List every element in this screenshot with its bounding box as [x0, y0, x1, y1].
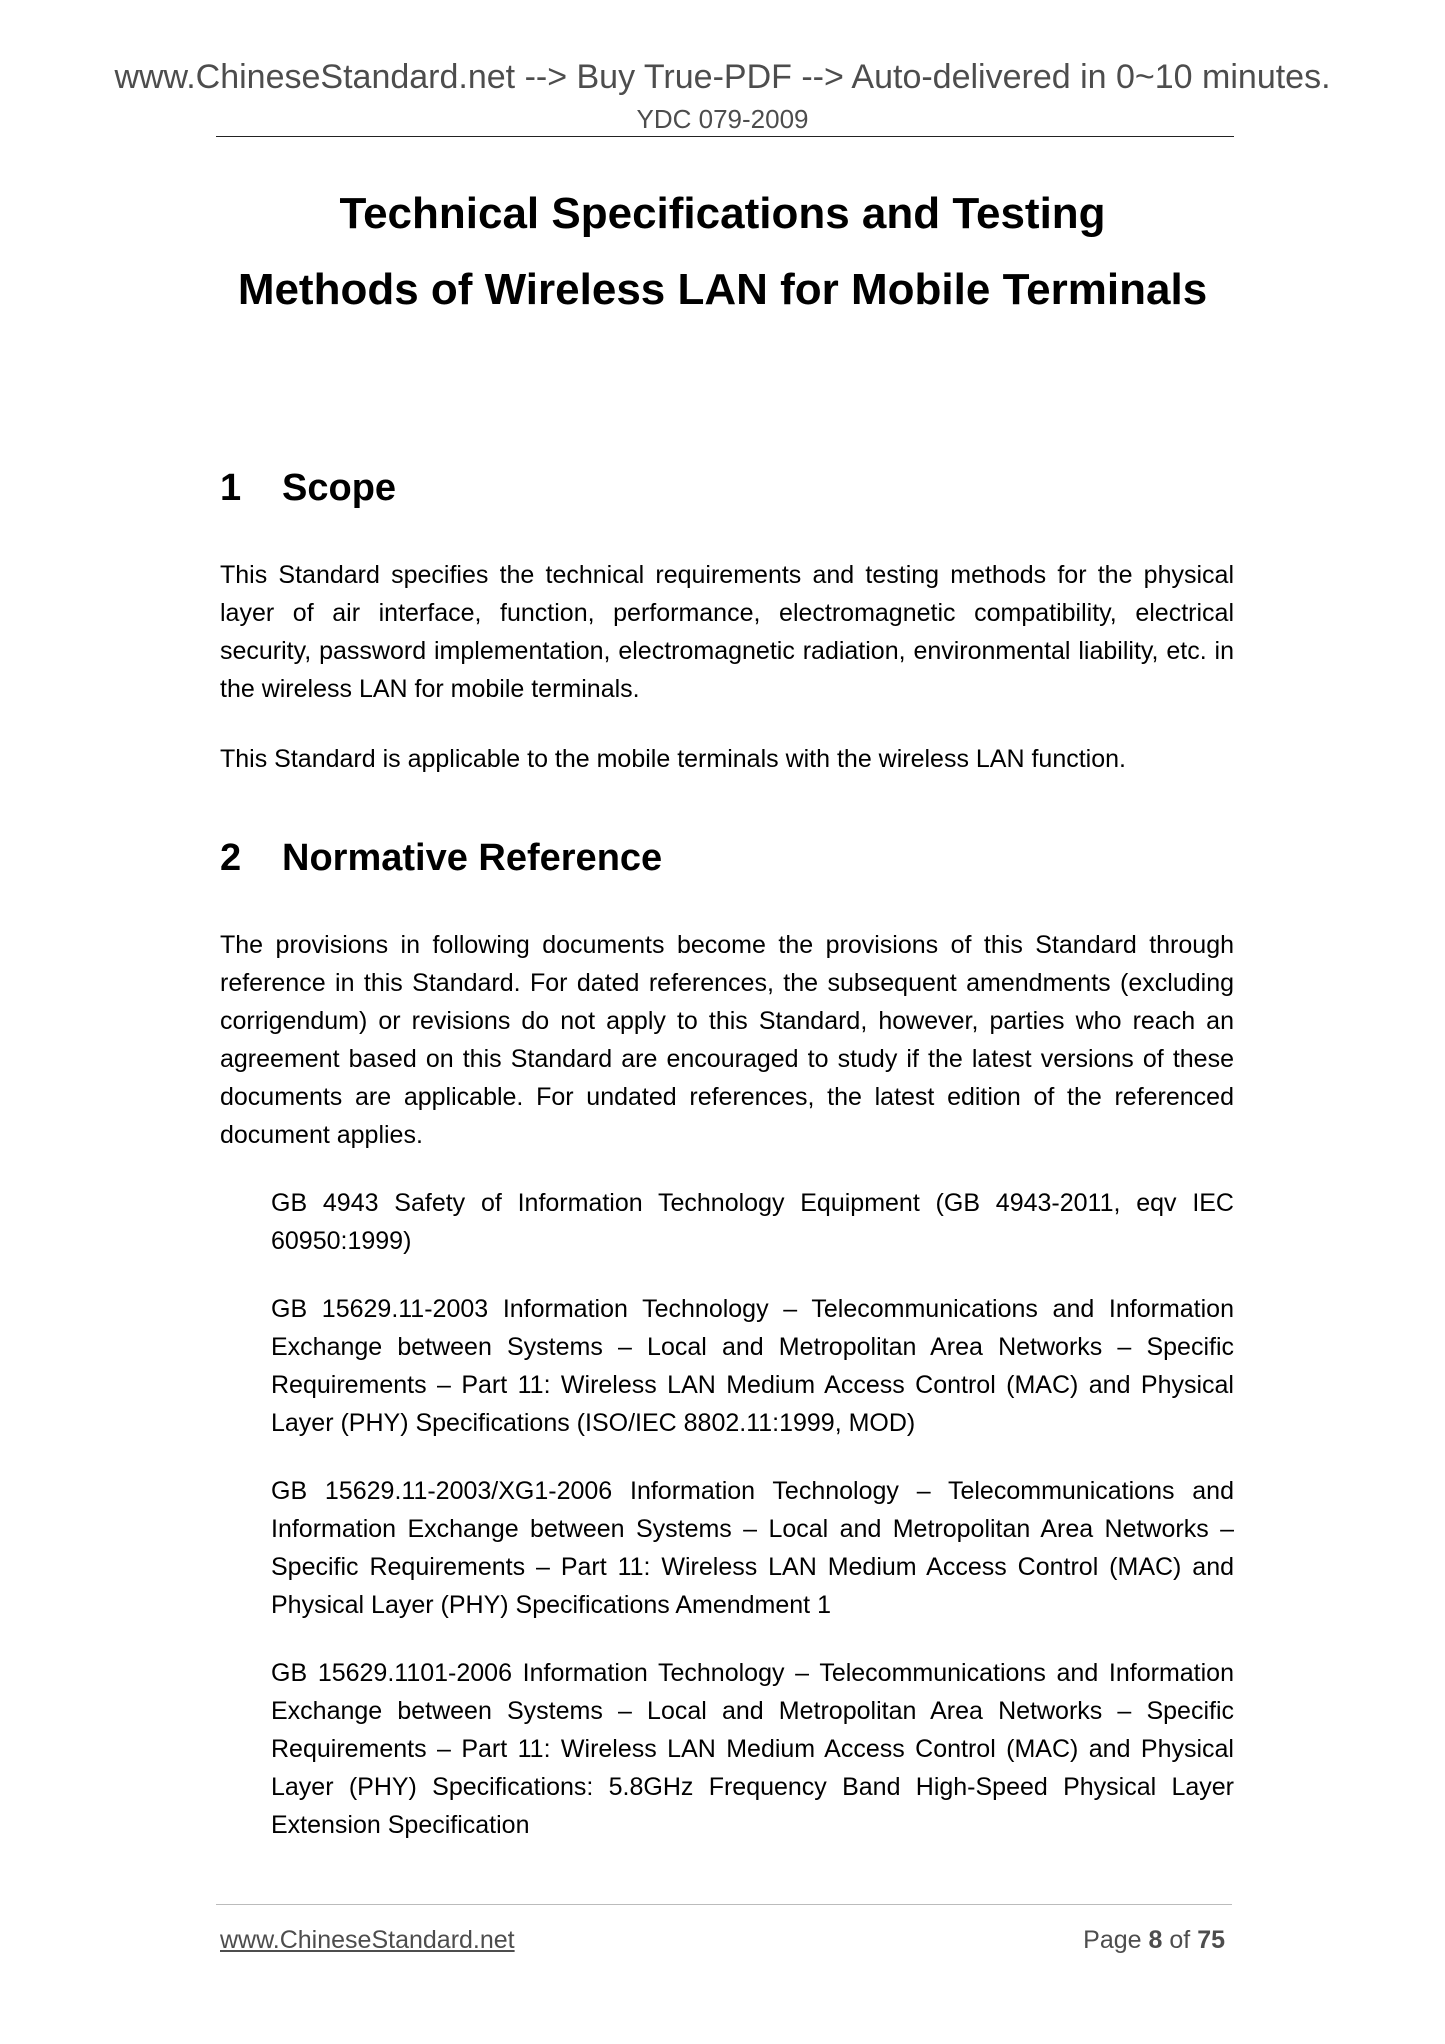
footer-divider	[216, 1904, 1232, 1905]
reference-item: GB 15629.11-2003 Information Technology – Telecommunications and Information Exchange between Systems – Local and Metropolitan Area Networks – Specific Requirements – Part 11: Wireless LAN Medium Access Control (MAC) and Physical Layer (PHY) Specifications (ISO/IEC 8802.11:1999, MOD)	[271, 1295, 1234, 1437]
scope-paragraph-1: This Standard specifies the technical requirements and testing methods for the physical layer of air interface, function, performance, electromagnetic compatibility, electrical security, password implementation, electromagnetic radiation, environmental liability, etc. in the wireless LAN for mobile terminals.	[220, 561, 1234, 703]
section-1-heading	[220, 466, 396, 510]
page-prefix: Page	[1083, 1926, 1142, 1954]
scope-paragraph-2: This Standard is applicable to the mobile terminals with the wireless LAN function.	[220, 745, 1126, 773]
header-divider	[216, 136, 1234, 137]
footer-website-link[interactable]: www.ChineseStandard.net	[220, 1926, 515, 1954]
reference-item: GB 15629.1101-2006 Information Technology – Telecommunications and Information Exchange between Systems – Local and Metropolitan Area Networks – Specific Requirements – Part 11: Wireless LAN Medium Access Control (MAC) and Physical Layer (PHY) Specifications: 5.8GHz Frequency Band High-Speed Physical Layer Extension Specification	[271, 1659, 1234, 1839]
page-number	[1083, 1925, 1225, 1955]
document-title-line-2: Methods of Wireless LAN for Mobile Terminals	[237, 265, 1208, 314]
section-2-number: 2	[220, 837, 242, 879]
standard-code: YDC 079-2009	[636, 104, 809, 134]
normative-reference-intro: The provisions in following documents become the provisions of this Standard through reference in this Standard. For dated references, the subsequent amendments (excluding corrigendum) or revisions do not apply to this Standard, however, parties who reach an agreement based on this Standard are encouraged to study if the latest versions of these documents are applicable. For undated references, the latest edition of the referenced document applies.	[220, 931, 1234, 1149]
page-total: 75	[1197, 1926, 1225, 1954]
page-of: of	[1169, 1926, 1191, 1954]
section-1-number: 1	[220, 467, 242, 509]
section-2-title: Normative Reference	[282, 837, 663, 879]
section-2-heading	[220, 836, 662, 880]
reference-item: GB 15629.11-2003/XG1-2006 Information Technology – Telecommunications and Information Exchange between Systems – Local and Metropolitan Area Networks – Specific Requirements – Part 11: Wireless LAN Medium Access Control (MAC) and Physical Layer (PHY) Specifications Amendment 1	[271, 1477, 1234, 1619]
document-title-line-1: Technical Specifications and Testing	[339, 189, 1106, 238]
section-1-title: Scope	[282, 467, 397, 509]
reference-item: GB 4943 Safety of Information Technology Equipment (GB 4943-2011, eqv IEC 60950:1999)	[271, 1189, 1234, 1255]
top-banner: www.ChineseStandard.net --> Buy True-PDF --> Auto-delivered in 0~10 minutes.	[114, 58, 1331, 96]
page-current: 8	[1148, 1926, 1163, 1954]
